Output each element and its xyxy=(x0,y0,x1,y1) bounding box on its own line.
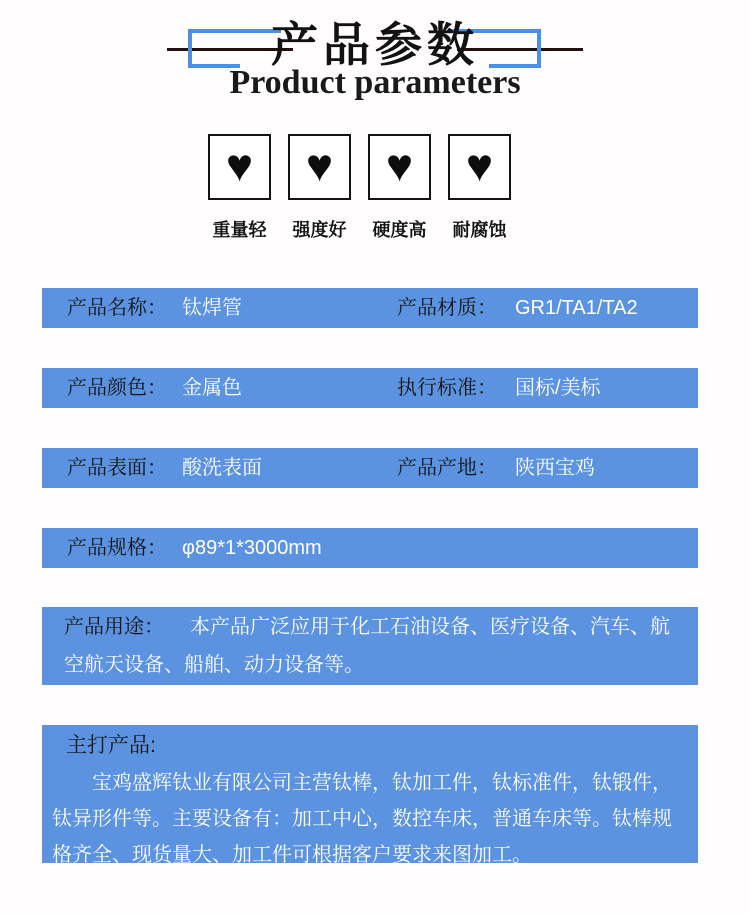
spec-label: 产品材质： xyxy=(397,297,497,319)
spec-row-usage xyxy=(42,607,698,685)
main-products-block xyxy=(42,725,698,866)
feature-label: 强度好 xyxy=(292,220,347,240)
spec-label: 主打产品: xyxy=(66,734,156,757)
spec-label: 产品颜色： xyxy=(67,377,167,399)
feature-icon-box xyxy=(368,134,431,200)
main-products-description: 宝鸡盛辉钛业有限公司主营钛棒，钛加工件，钛标准件，钛锻件，钛异形件等。主要设备有：加工中心，数控车床，普通车床等。钛棒规格齐全、现货量大、加工件可根据客户要求来图加工。 xyxy=(52,772,672,866)
heart-icon: ♥ xyxy=(385,139,414,191)
spec-value: 本产品广泛应用于化工石油设备、医疗设备、汽车、航空航天设备、船舶、动力设备等。 xyxy=(64,616,670,676)
feature-label: 硬度高 xyxy=(372,220,427,240)
page-title: 产品参数 xyxy=(271,20,479,72)
feature-icon-box xyxy=(208,134,271,200)
spec-row-color-standard xyxy=(42,368,698,408)
feature-item xyxy=(208,134,271,242)
heart-icon: ♥ xyxy=(225,139,254,191)
spec-value: GR1/TA1/TA2 xyxy=(515,297,638,319)
feature-icon-box xyxy=(448,134,511,200)
spec-row-name-material xyxy=(42,288,698,328)
spec-value: 国标/美标 xyxy=(515,377,601,399)
spec-value: 钛焊管 xyxy=(182,297,242,319)
spec-row-surface-origin xyxy=(42,448,698,488)
spec-label: 产品产地： xyxy=(397,457,497,479)
feature-label: 重量轻 xyxy=(212,220,267,240)
feature-item xyxy=(288,134,351,242)
spec-value: 陕西宝鸡 xyxy=(515,457,595,479)
spec-value: 酸洗表面 xyxy=(182,457,262,479)
feature-item xyxy=(368,134,431,242)
spec-row-size xyxy=(42,528,698,568)
heart-icon: ♥ xyxy=(465,139,494,191)
spec-label: 产品名称： xyxy=(67,297,167,319)
header xyxy=(0,0,750,110)
spec-value: φ89*1*3000mm xyxy=(182,537,322,559)
spec-label: 产品规格： xyxy=(67,537,167,559)
heart-icon: ♥ xyxy=(305,139,334,191)
spec-value: 金属色 xyxy=(182,377,242,399)
spec-label: 产品表面： xyxy=(67,457,167,479)
feature-label: 耐腐蚀 xyxy=(452,220,507,240)
page-subtitle: Product parameters xyxy=(229,64,521,101)
feature-icon-box xyxy=(288,134,351,200)
feature-item xyxy=(448,134,511,242)
spec-label: 执行标准： xyxy=(397,377,497,399)
spec-label: 产品用途： xyxy=(64,616,164,638)
